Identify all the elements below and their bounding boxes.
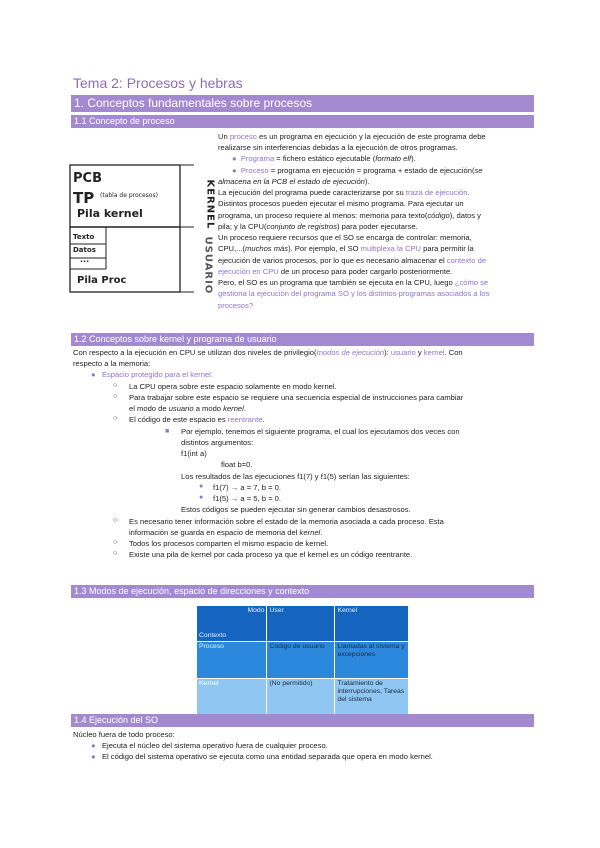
section-heading-1: 1. Conceptos fundamentales sobre procesos [71, 95, 534, 112]
subsection-heading-1-2: 1.2 Conceptos sobre kernel y programa de usuario [71, 333, 534, 346]
subsection-heading-1-4: 1.4 Ejecución del SO [71, 714, 534, 727]
table-cell: Tratamiento de interrupciones, Tareas del sistema [335, 679, 409, 716]
process-definition-text: Un proceso es un programa en ejecución y la ejecución de este programa debe realizarse sin interferencias debidas a la ejecución de otros programas. ● Programa = fichero estático ejecutable (formato elf). ● Proceso = programa en ejecución = programa + estado de ejecución(se almacena en la PCB el estado de ejecución). La ejecución del programa puede caracterizarse por su traza de ejecución. Distintos procesos pueden ejecutar el mismo programa. Para ejecutar un programa, un proceso requiere al menos: memoria para texto(código), datos y pila; y la CPU(conjunto de registros) para poder ejecutarse. Un proceso requiere recursos que el SO se encarga de controlar: memoria, CPU,...(muchos más). Por ejemplo, el SO multiplexa la CPU para permitir la ejecución de varios procesos, por lo que es necesario almacenar el contexto de ejecución en CPU de un proceso para poder cargarlo posteriormente. Pero, el SO es un programa que también se ejecuta en la CPU, luego ¿cómo se gestiona la ejecución del programa SO y los distintos programas asociados a los procesos? [218, 132, 490, 310]
kernel-user-text: Con respecto a la ejecución en CPU se utilizan dos niveles de privilegio(modos de ejecución): usuario y kernel. Con respecto a la memoria: ● Espacio protegido para el kernel: ○ La CPU opera sobre este espacio solamente en modo kernel. ○ Para trabajar sobre este espacio se requiere una secuencia especial de instrucciones para cambiar el modo de usuario a modo kernel. ○ El código de este espacio es reentrante. ■ Por ejemplo, tenemos el siguiente programa, el cual los ejecutamos dos veces con distintos argumentos: f1(int a) float b=0. Los resultados de las ejecuciones f1(7) y f1(5) serían las siguientes: ● f1(7) → a = 7, b = 0. ● f1(5) → a = 5, b = 0. Estos códigos se pueden ejecutar sin generar cambios desastrosos. ○ Es necesario tener información sobre el estado de la memoria asociada a cada proceso. Esta información se guarda en espacio de memoria del kernel. ○ Todos los procesos comparten el mismo espacio de kernel. ○ Existe una pila de kernel por cada proceso ya que el kernel es un código reentrante. [73, 348, 464, 560]
sketch-pcb: PCB [73, 171, 102, 186]
sketch-texto: Texto [73, 233, 95, 241]
sketch-tp: TP [73, 189, 95, 207]
table-corner-cell: Modo Contexto [197, 606, 267, 642]
sketch-usuario-label: USUARIO [202, 236, 214, 295]
sketch-pila-proc: Pila Proc [77, 275, 127, 286]
sketch-kernel-label: KERNEL [204, 179, 216, 230]
sketch-pila-kernel: Pila kernel [77, 207, 143, 220]
table-cell: (No permitido) [267, 679, 335, 716]
subsection-heading-1-1: 1.1 Concepto de proceso [71, 115, 534, 128]
table-header-user: User [267, 606, 335, 642]
table-header-kernel: Kernel [335, 606, 409, 642]
context-table [196, 605, 409, 716]
sketch-tp-note: (tabla de procesos) [100, 192, 158, 199]
sketch-datos: Datos [73, 246, 96, 254]
page-title: Tema 2: Procesos y hebras [73, 75, 243, 91]
table-row-label: Kernel [197, 679, 267, 716]
os-execution-text: Núcleo fuera de todo proceso: ● Ejecuta el núcleo del sistema operativo fuera de cualquier proceso. ● El código del sistema operativo se ejecuta como una entidad separada que opera en modo kernel. [73, 730, 433, 762]
table-cell: Llamadas al sistema y excepciones [335, 642, 409, 679]
table-row-label: Proceso [197, 642, 267, 679]
table-cell: Código de usuario [267, 642, 335, 679]
sketch-dots: ... [80, 255, 90, 264]
subsection-heading-1-3: 1.3 Modos de ejecución, espacio de direcciones y contexto [71, 585, 534, 598]
